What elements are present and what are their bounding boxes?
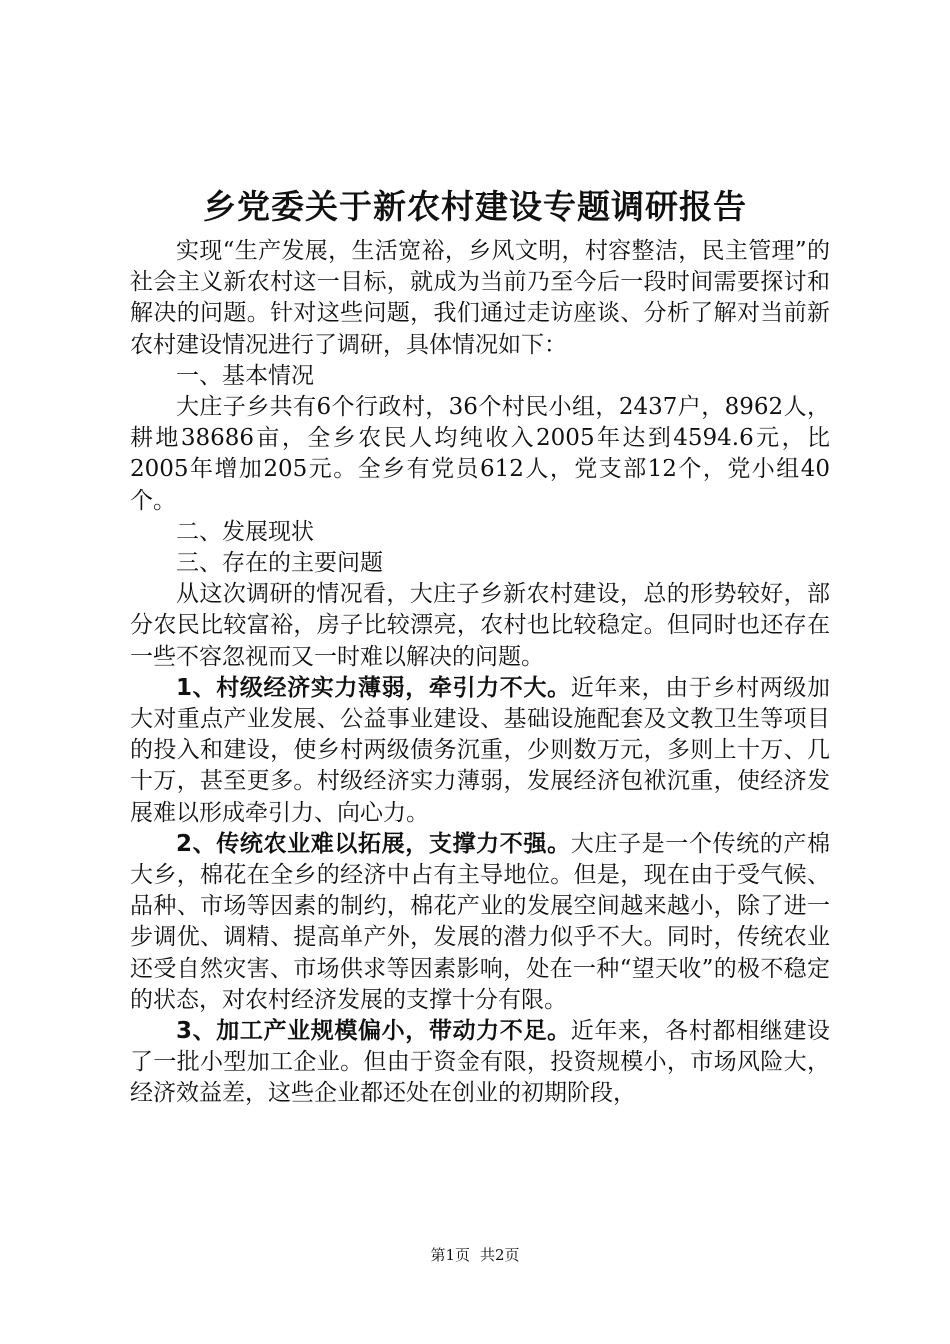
paragraph-text: 近年来，由于乡村两级加大对重点产业发展、公益事业建设、基础设施配套及文教卫生等项目的投入和建设，使乡村两级债务沉重，少则数万元，多则上十万、几十万，甚至更多。村级经济实力薄弱，发展经济包袱沉重，使经济发展难以形成牵引力、向心力。 [130, 674, 830, 826]
document-body [130, 236, 830, 1110]
section-heading [130, 548, 830, 579]
paragraph-lead: 3、加工产业规模偏小，带动力不足。 [176, 1018, 571, 1045]
body-paragraph [130, 673, 830, 829]
intro-paragraph [130, 236, 830, 361]
body-paragraph [130, 829, 830, 1016]
paragraph-lead: 1、村级经济实力薄弱，牵引力不大。 [176, 674, 571, 701]
body-paragraph [130, 392, 830, 517]
page-total: 共2页 [480, 1246, 520, 1264]
section-heading-text: 一、基本情况 [176, 362, 314, 389]
section-heading [130, 361, 830, 392]
paragraph-text: 从这次调研的情况看，大庄子乡新农村建设，总的形势较好，部分农民比较富裕，房子比较漂亮，农村也比较稳定。但同时也还存在一些不容忽视而又一时难以解决的问题。 [130, 581, 830, 670]
paragraph-text: 实现“生产发展，生活宽裕，乡风文明，村容整洁，民主管理”的社会主义新农村这一目标，就成为当前乃至今后一段时间需要探讨和解决的问题。针对这些问题，我们通过走访座谈、分析了解对当前新农村建设情况进行了调研，具体情况如下： [130, 238, 830, 358]
section-heading-text: 二、发展现状 [176, 518, 314, 545]
page-footer [0, 1245, 950, 1265]
body-paragraph [130, 1016, 830, 1110]
paragraph-text: 大庄子乡共有6个行政村，36个村民小组，2437户，8962人，耕地38686亩，全乡农民人均纯收入2005年达到4594.6元，比2005年增加205元。全乡有党员612人，党支部12个，党小组40个。 [130, 394, 830, 514]
paragraph-lead: 2、传统农业难以拓展，支撑力不强。 [176, 830, 571, 857]
document-title: 乡党委关于新农村建设专题调研报告 [203, 187, 747, 226]
paragraph-text: 大庄子是一个传统的产棉大乡，棉花在全乡的经济中占有主导地位。但是，现在由于受气候、品种、市场等因素的制约，棉花产业的发展空间越来越小，除了进一步调优、调精、提高单产外，发展的潜力似乎不大。同时，传统农业还受自然灾害、市场供求等因素影响，处在一种“望天收”的极不稳定的状态，对农村经济发展的支撑十分有限。 [130, 830, 830, 1013]
page-number: 第1页 [430, 1246, 470, 1264]
section-heading [130, 517, 830, 548]
body-paragraph [130, 579, 830, 673]
section-heading-text: 三、存在的主要问题 [176, 550, 383, 577]
paragraph-text: 近年来，各村都相继建设了一批小型加工企业。但由于资金有限，投资规模小，市场风险大，经济效益差，这些企业都还处在创业的初期阶段， [130, 1018, 830, 1107]
